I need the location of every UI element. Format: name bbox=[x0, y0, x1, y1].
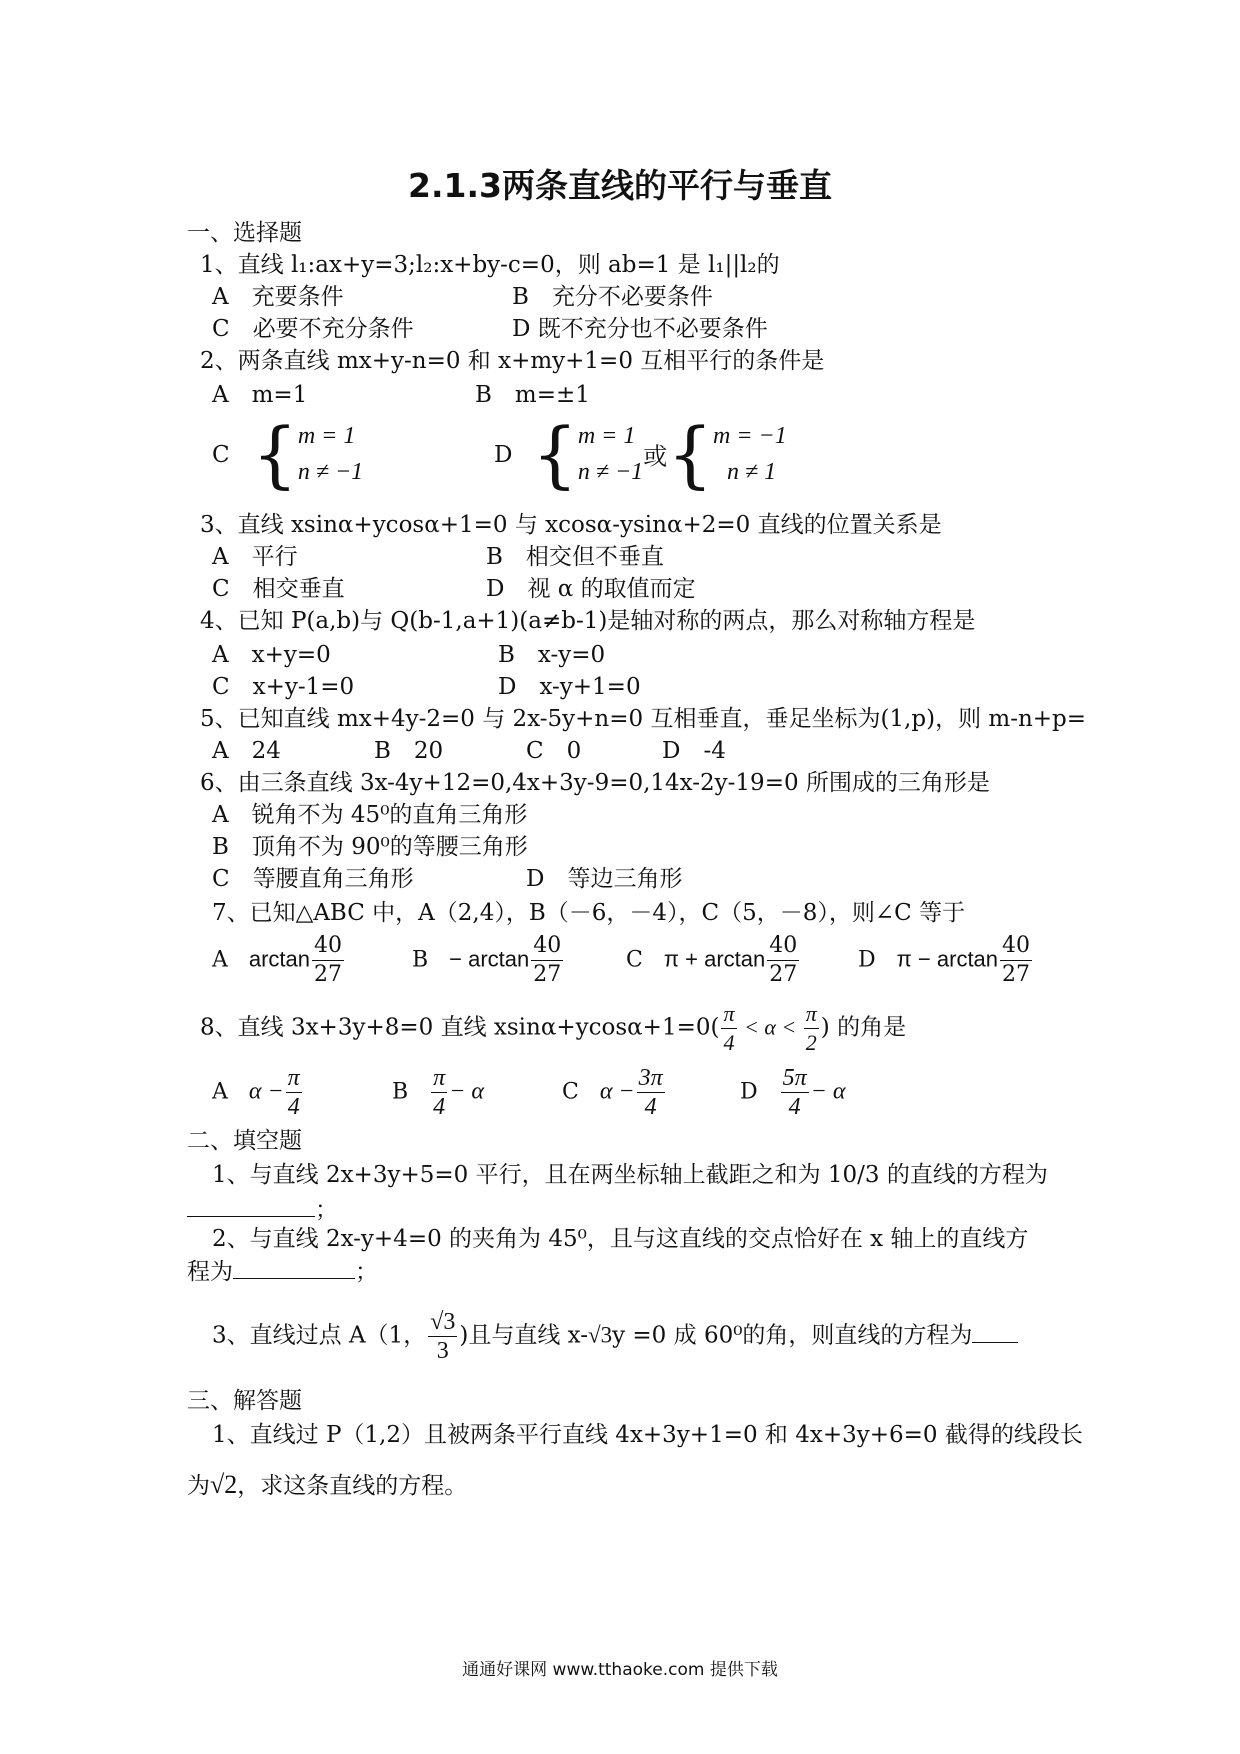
q2-d2-top: m = −1 bbox=[713, 423, 787, 449]
q8-d-label: D bbox=[740, 1079, 758, 1105]
f1-end: ； bbox=[315, 1197, 338, 1223]
q7-stem: 7、已知△ABC 中，A（2,4），B（－6，－4），C（5，－8），则∠C 等于 bbox=[212, 900, 966, 926]
q8-option-c bbox=[562, 1064, 667, 1121]
q2-option-b: B m=±1 bbox=[475, 382, 590, 408]
q8-option-b bbox=[392, 1064, 484, 1121]
q7-a-label: A bbox=[212, 947, 228, 973]
q8-d-den: 4 bbox=[788, 1094, 801, 1120]
f3-den: 3 bbox=[436, 1338, 449, 1364]
q2-option-d-system bbox=[532, 412, 787, 496]
q6-stem: 6、由三条直线 3x-4y+12=0,4x+3y-9=0,14x-2y-19=0 所围成的三角形是 bbox=[200, 770, 990, 796]
q2-option-a: A m=1 bbox=[212, 382, 308, 408]
q6-option-b: B 顶角不为 90⁰的等腰三角形 bbox=[212, 834, 528, 860]
q6-option-d: D 等边三角形 bbox=[526, 866, 683, 892]
f3-line bbox=[212, 1308, 1018, 1365]
brace-icon: { bbox=[667, 412, 713, 496]
footer-text: 通通好课网 www.tthaoke.com 提供下载 bbox=[462, 1660, 778, 1680]
q7-b-label: B bbox=[412, 947, 429, 973]
page-title: 2.1.3两条直线的平行与垂直 bbox=[408, 166, 832, 205]
q5-option-a: A 24 bbox=[212, 738, 281, 764]
q7-a-num: 40 bbox=[312, 932, 344, 961]
q5-option-c: C 0 bbox=[526, 738, 582, 764]
q8-a-num: π bbox=[287, 1065, 300, 1091]
q3-option-c: C 相交垂直 bbox=[212, 576, 345, 602]
q8-four: 4 bbox=[723, 1030, 735, 1055]
q8-c-num: 3π bbox=[638, 1065, 663, 1091]
q3-option-d: D 视 α 的取值而定 bbox=[486, 576, 696, 602]
q7-option-c bbox=[626, 932, 801, 989]
q1-stem: 1、直线 l₁:ax+y=3;l₂:x+by-c=0，则 ab=1 是 l₁||l₂的 bbox=[200, 252, 780, 278]
q8-d-num: 5π bbox=[782, 1065, 807, 1091]
q7-c-label: C bbox=[626, 947, 643, 973]
q7-option-a bbox=[212, 932, 346, 989]
q8-c-pre: α − bbox=[599, 1078, 635, 1105]
q1-option-d: D 既不充分也不必要条件 bbox=[512, 316, 768, 342]
f3-num: √3 bbox=[430, 1309, 456, 1335]
section-fill: 二、填空题 bbox=[187, 1128, 302, 1154]
f2-line2 bbox=[187, 1256, 378, 1287]
q5-option-d: D -4 bbox=[662, 738, 726, 764]
q5-stem: 5、已知直线 mx+4y-2=0 与 2x-5y+n=0 互相垂直，垂足坐标为(1,p)，则 m-n+p= bbox=[200, 706, 1087, 732]
q2-or: 或 bbox=[643, 442, 668, 471]
q8-a-pre: α − bbox=[248, 1078, 284, 1105]
f2-l2: 程为 bbox=[187, 1259, 233, 1285]
f3-pre: 3、直线过点 A（1， bbox=[212, 1322, 427, 1349]
q4-option-b: B x-y=0 bbox=[498, 642, 606, 668]
q1-option-a: A 充要条件 bbox=[212, 284, 344, 310]
f1-line1: 1、与直线 2x+3y+5=0 平行，且在两坐标轴上截距之和为 10/3 的直线的方程为 bbox=[212, 1162, 1048, 1188]
f3-sqrt3: √3 bbox=[587, 1322, 613, 1348]
q8-a-den: 4 bbox=[287, 1094, 300, 1120]
f3-mid: )且与直线 x- bbox=[459, 1322, 588, 1349]
q7-c-expr: π + arctan bbox=[663, 946, 766, 972]
q3-stem: 3、直线 xsinα+ycosα+1=0 与 xcosα-ysinα+2=0 直线的位置关系是 bbox=[200, 512, 942, 538]
s1-post: ，求这条直线的方程。 bbox=[237, 1473, 468, 1499]
q8-stem bbox=[200, 1000, 906, 1057]
q8-option-a bbox=[212, 1064, 304, 1121]
q7-b-den: 27 bbox=[533, 962, 562, 987]
f3-blank[interactable] bbox=[972, 1320, 1018, 1343]
q8-b-label: B bbox=[392, 1079, 409, 1105]
q7-b-expr: − arctan bbox=[449, 946, 530, 972]
q2-option-c-label: C bbox=[212, 442, 230, 468]
q4-option-d: D x-y+1=0 bbox=[498, 674, 641, 700]
q2-c-top: m = 1 bbox=[297, 423, 356, 449]
q7-option-d bbox=[858, 932, 1034, 989]
q7-d-label: D bbox=[858, 947, 876, 973]
q8-b-post: − α bbox=[449, 1078, 484, 1105]
q2-d1-bot: n ≠ −1 bbox=[577, 459, 644, 485]
q3-option-a: A 平行 bbox=[212, 544, 298, 570]
section-answer: 三、解答题 bbox=[187, 1388, 302, 1414]
q1-option-b: B 充分不必要条件 bbox=[512, 284, 713, 310]
q2-d2-bot: n ≠ 1 bbox=[727, 459, 777, 485]
q8-b-num: π bbox=[433, 1065, 446, 1091]
s1-line2 bbox=[187, 1470, 467, 1501]
f1-blank[interactable] bbox=[187, 1194, 315, 1217]
q2-d1-top: m = 1 bbox=[577, 423, 636, 449]
q7-d-num: 40 bbox=[1000, 932, 1032, 961]
s1-sqrt2: √2 bbox=[210, 1470, 238, 1499]
q7-d-den: 27 bbox=[1002, 962, 1031, 987]
f3-post: y =0 成 60⁰的角，则直线的方程为 bbox=[612, 1322, 973, 1349]
q7-a-expr: arctan bbox=[248, 946, 311, 972]
q8-b-den: 4 bbox=[433, 1094, 446, 1120]
q3-option-b: B 相交但不垂直 bbox=[486, 544, 664, 570]
q4-option-c: C x+y-1=0 bbox=[212, 674, 355, 700]
q8-c-den: 4 bbox=[644, 1094, 657, 1120]
q4-option-a: A x+y=0 bbox=[212, 642, 331, 668]
q5-option-b: B 20 bbox=[374, 738, 444, 764]
q8-two: 2 bbox=[805, 1030, 817, 1055]
q2-option-d-label: D bbox=[494, 442, 513, 468]
q2-stem: 2、两条直线 mx+y-n=0 和 x+my+1=0 互相平行的条件是 bbox=[200, 348, 825, 374]
f2-end: ； bbox=[355, 1259, 378, 1285]
f1-line2 bbox=[187, 1194, 338, 1225]
q8-a-label: A bbox=[212, 1079, 228, 1105]
f2-blank[interactable] bbox=[233, 1256, 355, 1279]
q8-stem-pre: 8、直线 3x+3y+8=0 直线 xsinα+ycosα+1=0( bbox=[200, 1014, 720, 1041]
q6-option-c: C 等腰直角三角形 bbox=[212, 866, 414, 892]
brace-icon: { bbox=[252, 412, 298, 496]
q8-pi: π bbox=[721, 1000, 736, 1029]
q7-a-den: 27 bbox=[314, 962, 343, 987]
q6-option-a: A 锐角不为 45⁰的直角三角形 bbox=[212, 802, 528, 828]
q1-option-c: C 必要不充分条件 bbox=[212, 316, 414, 342]
f2-line1: 2、与直线 2x-y+4=0 的夹角为 45⁰，且与这直线的交点恰好在 x 轴上的直线方 bbox=[212, 1226, 1029, 1252]
q8-c-label: C bbox=[562, 1079, 579, 1105]
q7-option-b bbox=[412, 932, 565, 989]
q8-stem-post: ) 的角是 bbox=[820, 1014, 907, 1041]
section-choice: 一、选择题 bbox=[187, 220, 302, 246]
s1-line1: 1、直线过 P（1,2）且被两条平行直线 4x+3y+1=0 和 4x+3y+6=0 截得的线段长 bbox=[212, 1422, 1083, 1448]
q2-option-c-system bbox=[252, 412, 364, 496]
q8-pi-2: π bbox=[804, 1000, 819, 1029]
q8-stem-mid: < α < bbox=[738, 1014, 802, 1040]
q4-stem: 4、已知 P(a,b)与 Q(b-1,a+1)(a≠b-1)是轴对称的两点，那么对称轴方程是 bbox=[200, 608, 976, 634]
s1-pre: 为 bbox=[187, 1473, 210, 1499]
q7-c-num: 40 bbox=[767, 932, 799, 961]
q8-option-d bbox=[740, 1064, 845, 1121]
brace-icon: { bbox=[532, 412, 578, 496]
q8-d-post: − α bbox=[810, 1078, 846, 1105]
q7-d-expr: π − arctan bbox=[896, 946, 999, 972]
q7-b-num: 40 bbox=[531, 932, 563, 961]
q7-c-den: 27 bbox=[769, 962, 798, 987]
q2-c-bot: n ≠ −1 bbox=[297, 459, 364, 485]
